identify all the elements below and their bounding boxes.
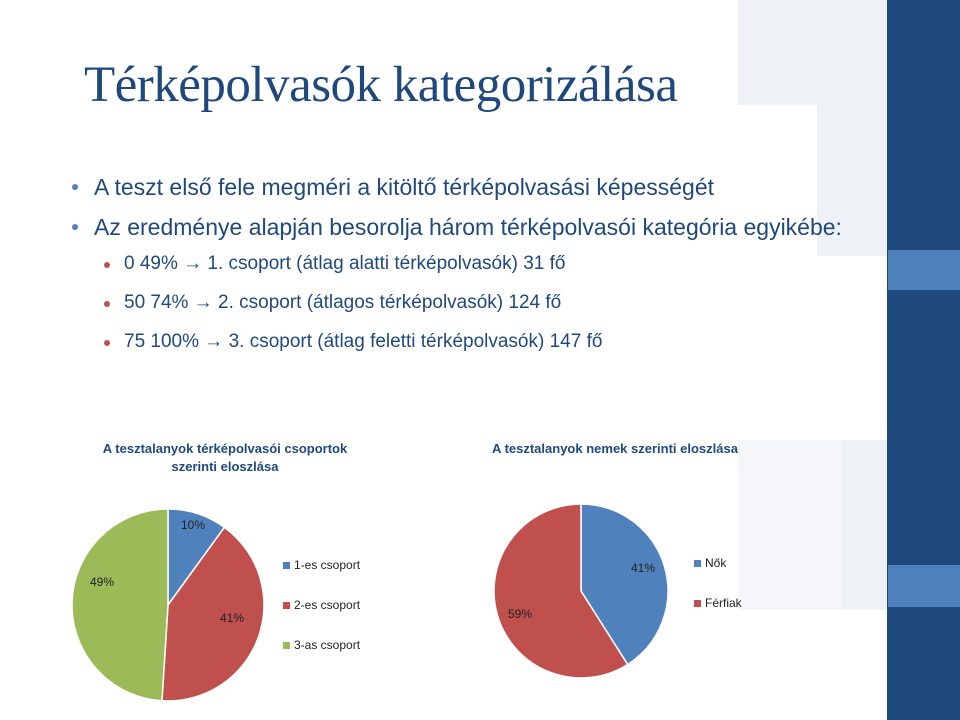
- legend-item: [283, 598, 360, 612]
- bullet-text: A teszt első fele megméri a kitöltő térképolvasási képességét: [94, 174, 715, 200]
- legend-label: 2-es csoport: [294, 598, 361, 612]
- legend-swatch: [283, 642, 290, 649]
- legend-item: [694, 556, 742, 570]
- legend-swatch: [283, 562, 290, 569]
- sub-bullet-text: 75 100% → 3. csoport (átlag feletti térképolvasók) 147 fő: [124, 331, 603, 352]
- bullet-text: Az eredménye alapján besorolja három térképolvasói kategória egyikébe:: [94, 214, 842, 240]
- legend-item: [283, 638, 360, 652]
- data-label: 10%: [180, 518, 206, 532]
- data-label: 41%: [219, 611, 245, 625]
- legend-label: Nők: [705, 556, 727, 570]
- slide-title: Térképolvasók kategorizálása: [84, 57, 678, 113]
- legend-swatch: [694, 560, 701, 567]
- chart-title-groups: A tesztalanyok térképolvasói csoportok szerinti eloszlása: [102, 441, 348, 474]
- legend-item: [694, 596, 742, 610]
- legend-label: 1-es csoport: [294, 558, 361, 572]
- legend-swatch: [694, 600, 701, 607]
- legend-label: Férfiak: [705, 596, 742, 610]
- chart-title-gender: A tesztalanyok nemek szerinti eloszlása: [492, 441, 738, 456]
- data-label: 49%: [89, 575, 115, 589]
- legend-gender: [694, 556, 742, 610]
- data-label: 59%: [507, 607, 533, 621]
- data-label: 41%: [630, 561, 656, 575]
- legend-item: [283, 558, 360, 572]
- legend-swatch: [283, 602, 290, 609]
- legend-label: 3-as csoport: [294, 638, 361, 652]
- sub-bullet-text: 50 74% → 2. csoport (átlagos térképolvasók) 124 fő: [124, 292, 562, 313]
- legend-groups: [283, 558, 360, 652]
- sub-bullet-text: 0 49% → 1. csoport (átlag alatti térképolvasók) 31 fő: [124, 253, 566, 274]
